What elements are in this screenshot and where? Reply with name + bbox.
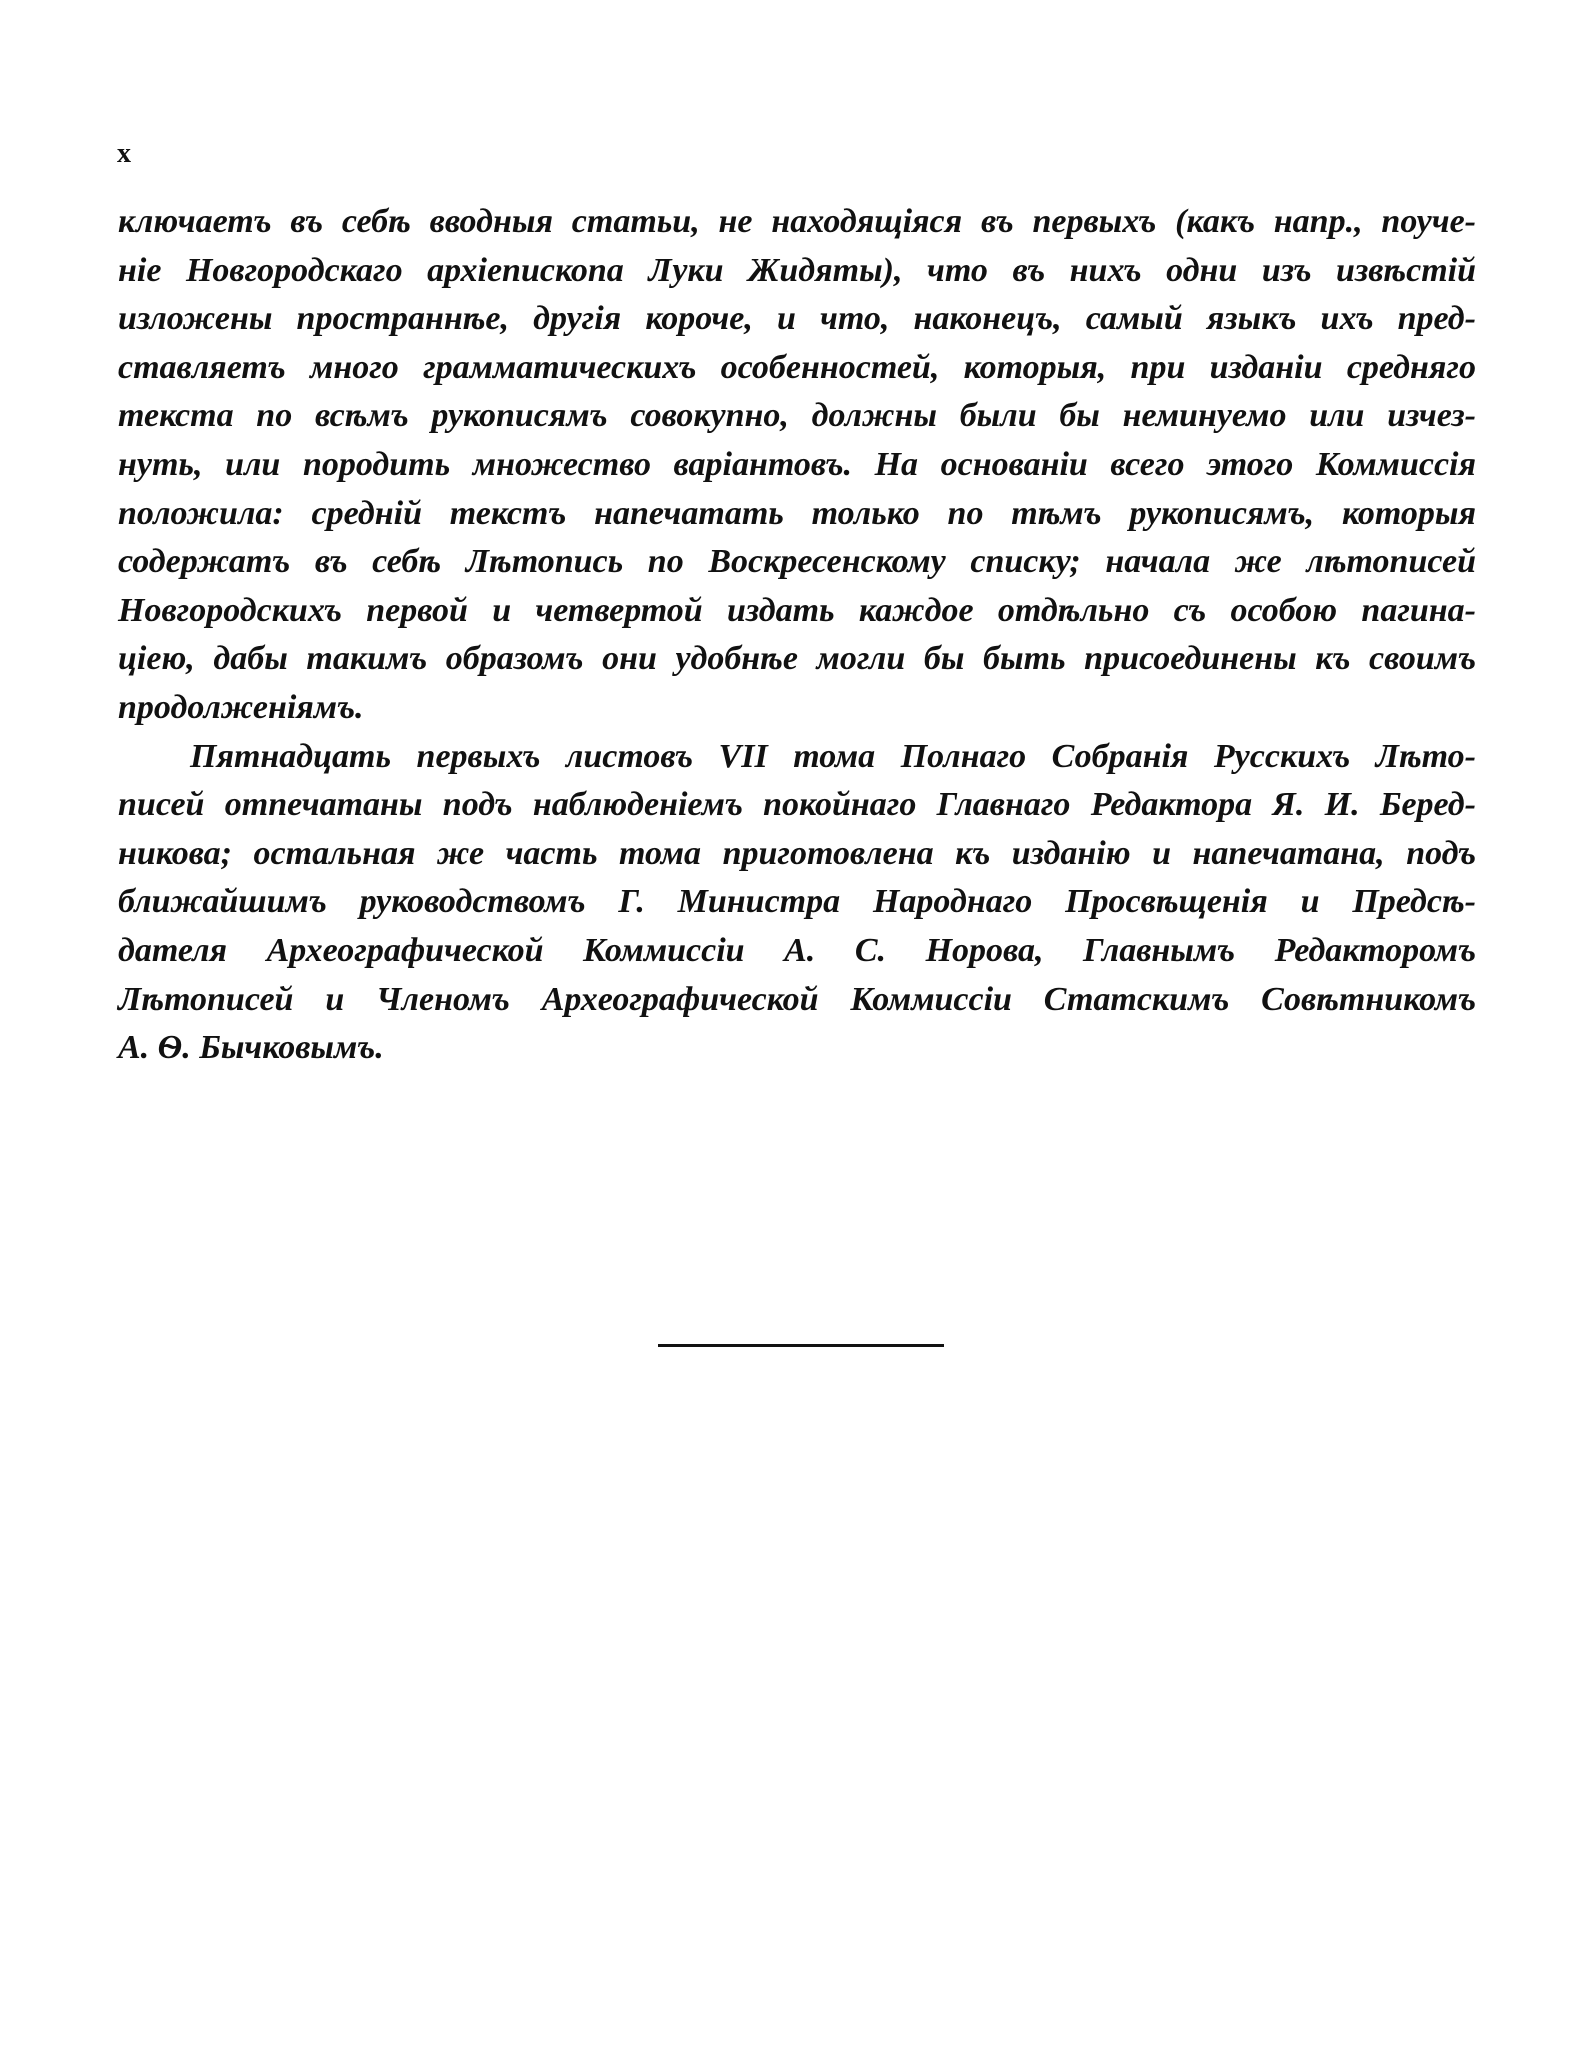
text-line: писей отпечатаны подъ наблюденіемъ покойнаго Главнаго Редактора Я. И. Беред- <box>118 786 1476 824</box>
text-line: ключаетъ въ себѣ вводныя статьи, не находящіяся въ первыхъ (какъ напр., поуче- <box>118 203 1476 240</box>
text-line: Пятнадцать первыхъ листовъ VII тома Полнаго Собранія Русскихъ Лѣто- <box>190 737 1476 775</box>
text-line: изложены пространнѣе, другія короче, и что, наконецъ, самый языкъ ихъ пред- <box>118 300 1476 338</box>
text-line: ставляетъ много грамматическихъ особенностей, которыя, при изданіи средняго <box>118 348 1476 386</box>
text-line: содержатъ въ себѣ Лѣтопись по Воскресенскому списку; начала же лѣтописей <box>118 543 1476 581</box>
text-line: нуть, или породить множество варіантовъ. На основаніи всего этого Коммиссія <box>118 445 1476 483</box>
text-line: ближайшимъ руководствомъ Г. Министра Народнаго Просвѣщенія и Предсѣ- <box>118 883 1476 921</box>
text-line: Лѣтописей и Членомъ Археографической Коммиссіи Статскимъ Совѣтникомъ <box>118 980 1476 1018</box>
text-line: продолженіямъ. <box>118 688 364 726</box>
text-line: ціею, дабы такимъ образомъ они удобнѣе могли бы быть присоединены къ своимъ <box>118 640 1476 678</box>
text-line: текста по всѣмъ рукописямъ совокупно, должны были бы неминуемо или изчез- <box>118 397 1476 435</box>
text-line: никова; остальная же часть тома приготовлена къ изданію и напечатана, подъ <box>118 834 1476 872</box>
text-line: Новгородскихъ первой и четвертой издать каждое отдѣльно съ особою пагина- <box>118 591 1476 629</box>
end-rule-divider <box>658 1344 944 1347</box>
text-line: положила: средній текстъ напечатать только по тѣмъ рукописямъ, которыя <box>118 494 1476 532</box>
paragraph-1 <box>118 198 1476 733</box>
text-line: дателя Археографической Коммиссіи А. С. Норова, Главнымъ Редакторомъ <box>118 931 1476 969</box>
text-line: ніе Новгородскаго архіепископа Луки Жидяты), что въ нихъ одни изъ извѣстій <box>118 251 1476 289</box>
page-number: x <box>117 138 131 169</box>
text-line: А. Ѳ. Бычковымъ. <box>118 1029 384 1067</box>
paragraph-2 <box>118 733 1476 1073</box>
body-text <box>118 198 1476 1073</box>
